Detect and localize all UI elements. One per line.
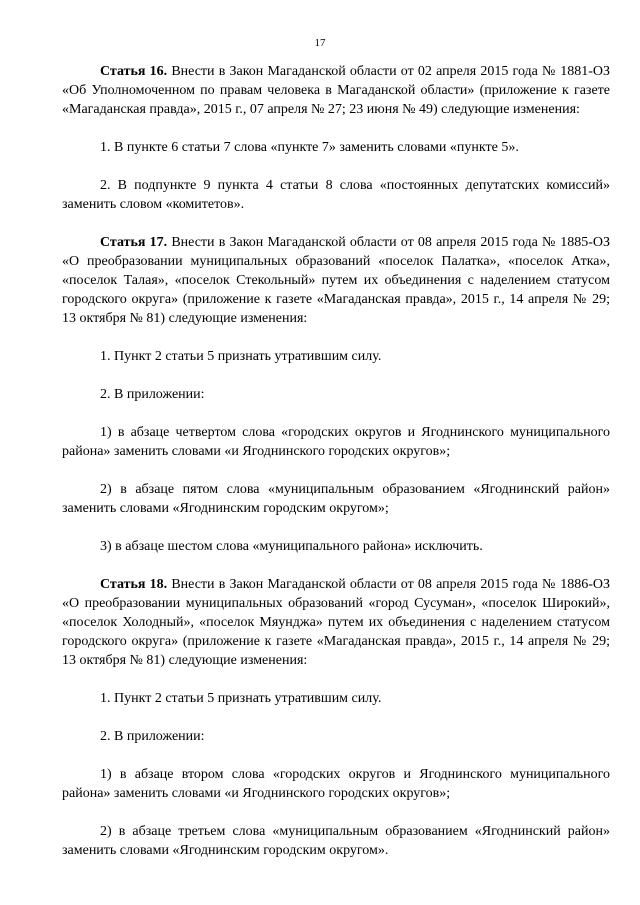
article-18-item-1: 1. Пункт 2 статьи 5 признать утратившим силу. [100, 691, 382, 706]
article-18-subitem-1: 1) в абзаце втором слова «городских округов и Ягоднинского муниципального района» заменить словами «и Ягоднинского городских округов»; [62, 767, 610, 801]
document-body [62, 62, 610, 860]
article-17-heading: Статья 17. [100, 235, 168, 250]
article-18-paragraph [62, 575, 610, 670]
article-17-subitem-2: 2) в абзаце пятом слова «муниципальным образованием «Ягоднинский район» заменить словами «Ягоднинским городским округом»; [62, 482, 610, 516]
article-18-subitem-2: 2) в абзаце третьем слова «муниципальным образованием «Ягоднинский район» заменить словами «Ягоднинским городским округом». [62, 824, 610, 858]
article-17-paragraph [62, 233, 610, 328]
article-16-intro: Внести в Закон Магаданской области от 02 апреля 2015 года № 1881-ОЗ «Об Уполномоченном по правам человека в Магаданской области» (приложение к газете «Магаданская правда», 2015 г., 07 апреля № 27; 23 июня № 49) следующие изменения: [62, 64, 611, 117]
article-18-intro: Внести в Закон Магаданской области от 08 апреля 2015 года № 1886-ОЗ «О преобразовании муниципальных образований «город Сусуман», «поселок Широкий», «поселок Холодный», «поселок Мяунджа» путем их объединения с наделением статусом городского округа» (приложение к газете «Магаданская правда», 2015 г., 14 апреля № 29; 13 октября № 81) следующие изменения: [62, 577, 611, 668]
article-17-item-2: 2. В приложении: [100, 387, 205, 402]
article-16-heading: Статья 16. [100, 64, 168, 79]
page-number: 17 [314, 37, 326, 49]
article-16-item-1: 1. В пункте 6 статьи 7 слова «пункте 7» заменить словами «пункте 5». [100, 140, 519, 155]
article-16-paragraph [62, 62, 610, 119]
article-17-item-1: 1. Пункт 2 статьи 5 признать утратившим силу. [100, 349, 382, 364]
article-17-subitem-3: 3) в абзаце шестом слова «муниципального района» исключить. [100, 539, 483, 554]
article-16-item-2: 2. В подпункте 9 пункта 4 статьи 8 слова «постоянных депутатских комиссий» заменить словом «комитетов». [62, 178, 610, 212]
article-17-subitem-1: 1) в абзаце четвертом слова «городских округов и Ягоднинского муниципального района» заменить словами «и Ягоднинского городских округов»; [62, 425, 610, 459]
article-18-item-2: 2. В приложении: [100, 729, 205, 744]
article-18-heading: Статья 18. [100, 577, 168, 592]
article-17-intro: Внести в Закон Магаданской области от 08 апреля 2015 года № 1885-ОЗ «О преобразовании муниципальных образований «поселок Палатка», «поселок Атка», «поселок Талая», «поселок Стекольный» путем их объединения с наделением статусом городского округа» (приложение к газете «Магаданская правда», 2015 г., 14 апреля № 29; 13 октября № 81) следующие изменения: [62, 235, 611, 326]
